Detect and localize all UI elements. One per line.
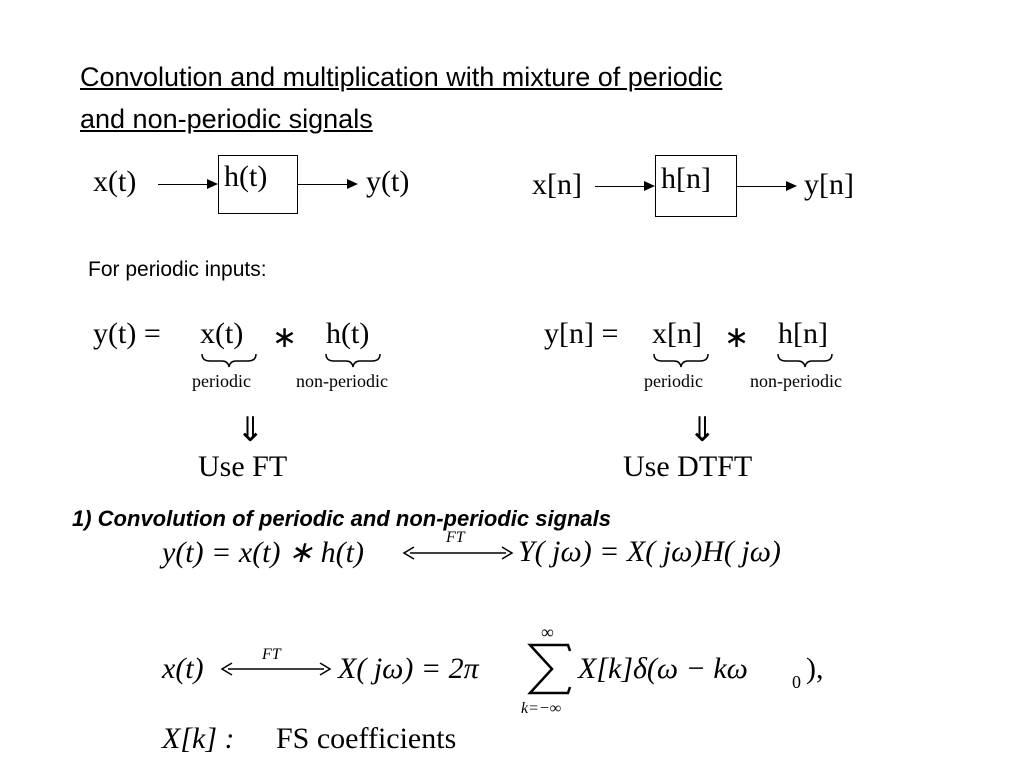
eq2-rhs-post: X[k]δ(ω − kω [578,652,748,685]
ct-output-label: y(t) [366,165,410,198]
eq2-lhs: x(t) [162,652,204,685]
eq2-subscript: 0 [792,672,801,692]
dt-use-dtft: Use DTFT [623,450,753,483]
ct-use-ft: Use FT [198,450,288,483]
page-title [80,56,722,140]
eq2-rhs-end: ), [806,652,824,685]
ct-brace-label-periodic: periodic [192,371,251,391]
ct-eq-op: ∗ [272,321,298,354]
ct-block-label: h(t) [224,160,268,193]
eq2-arrow-label: FT [262,646,281,663]
eq1-lhs: y(t) = x(t) ∗ h(t) [162,536,364,569]
ct-input-arrow [158,184,216,185]
ct-eq-lhs: y(t) = [93,317,161,350]
dt-eq-term2: h[n] [778,317,828,350]
periodic-inputs-label: For periodic inputs: [88,258,267,281]
ct-down-arrow-icon: ⇓ [236,412,265,449]
dt-brace-label-periodic: periodic [644,371,703,391]
dt-input-label: x[n] [532,168,582,201]
dt-output-label: y[n] [804,168,854,201]
eq1-double-arrow-icon [402,544,514,562]
dt-eq-op: ∗ [724,321,750,354]
note-text: FS coefficients [276,722,457,755]
dt-down-arrow-icon: ⇓ [688,412,717,449]
note-symbol: X[k] : [162,722,235,755]
ct-input-label: x(t) [93,165,137,198]
dt-eq-lhs: y[n] = [544,317,619,350]
title-line-2: and non-periodic signals [80,104,373,134]
ct-brace-label-nonperiodic: non-periodic [296,371,388,391]
ct-eq-braces [200,352,400,368]
dt-eq-braces [652,352,852,368]
dt-output-arrow [737,186,795,187]
section1-heading: 1) Convolution of periodic and non-periodic signals [72,506,612,531]
summation-icon [526,643,574,695]
dt-block-label: h[n] [661,162,711,195]
dt-brace-label-nonperiodic: non-periodic [750,371,842,391]
eq2-sum-bottom: k=−∞ [521,700,562,717]
ct-eq-term2: h(t) [326,317,370,350]
eq2-rhs-pre: X( jω) = 2π [338,652,479,685]
ct-eq-term1: x(t) [200,317,244,350]
eq1-arrow-label: FT [446,529,465,546]
title-line-1: Convolution and multiplication with mixture of periodic [80,62,723,92]
eq1-rhs: Y( jω) = X( jω)H( jω) [518,535,781,568]
ct-output-arrow [298,184,356,185]
dt-eq-term1: x[n] [652,317,702,350]
eq2-sum-top: ∞ [541,622,554,642]
eq2-double-arrow-icon [220,660,332,678]
dt-input-arrow [595,186,653,187]
